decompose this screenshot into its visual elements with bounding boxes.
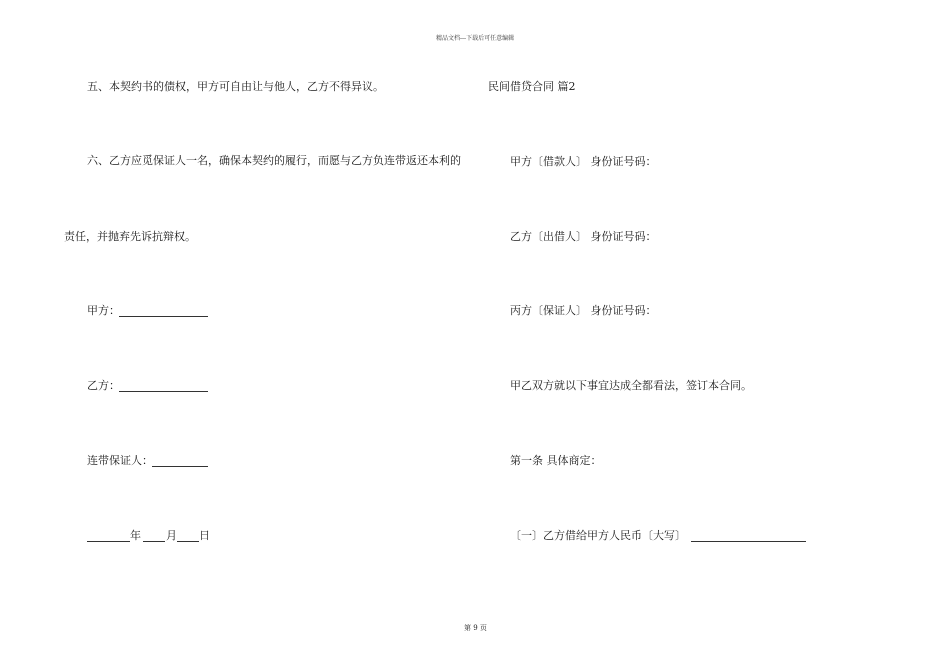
agreement-statement: 甲乙双方就以下事宜达成全都看法，签订本合同。 — [510, 379, 752, 392]
party-c-id-line: 丙方〔保证人〕 身份证号码： — [510, 304, 657, 317]
page-footer: 第 9 页 — [464, 624, 487, 632]
date-day-blank — [177, 541, 199, 542]
party-b-signature-line — [119, 391, 208, 392]
date-month-blank — [143, 541, 165, 542]
date-year-label: 年 — [130, 529, 141, 542]
guarantor-signature-line — [152, 466, 208, 467]
party-a-signature-line — [119, 316, 208, 317]
guarantor-signature-label: 连带保证人： — [87, 454, 153, 467]
party-a-signature-label: 甲方： — [87, 304, 120, 317]
page-header: 精品文档---下载后可任意编辑 — [436, 35, 515, 42]
clause-6-line-1: 六、乙方应觅保证人一名，确保本契约的履行，而愿与乙方负连带返还本利的 — [87, 154, 461, 167]
date-year-blank — [87, 541, 130, 542]
party-a-id-line: 甲方〔借款人〕 身份证号码： — [510, 155, 657, 168]
clause-5: 五、本契约书的债权，甲方可自由让与他人，乙方不得异议。 — [87, 80, 384, 93]
party-b-id-line: 乙方〔出借人〕 身份证号码： — [510, 230, 657, 243]
party-b-signature-label: 乙方： — [87, 379, 120, 392]
loan-amount-blank — [691, 541, 806, 542]
clause-6-line-2: 责任，并抛弃先诉抗辩权。 — [64, 230, 196, 243]
article-1-heading: 第一条 具体商定： — [510, 454, 602, 467]
contract-title: 民间借贷合同 篇2 — [488, 80, 576, 93]
item-1-loan-amount: 〔一〕乙方借给甲方人民币〔大写〕 — [510, 529, 686, 542]
date-day-label: 日 — [199, 529, 210, 542]
date-month-label: 月 — [166, 529, 177, 542]
